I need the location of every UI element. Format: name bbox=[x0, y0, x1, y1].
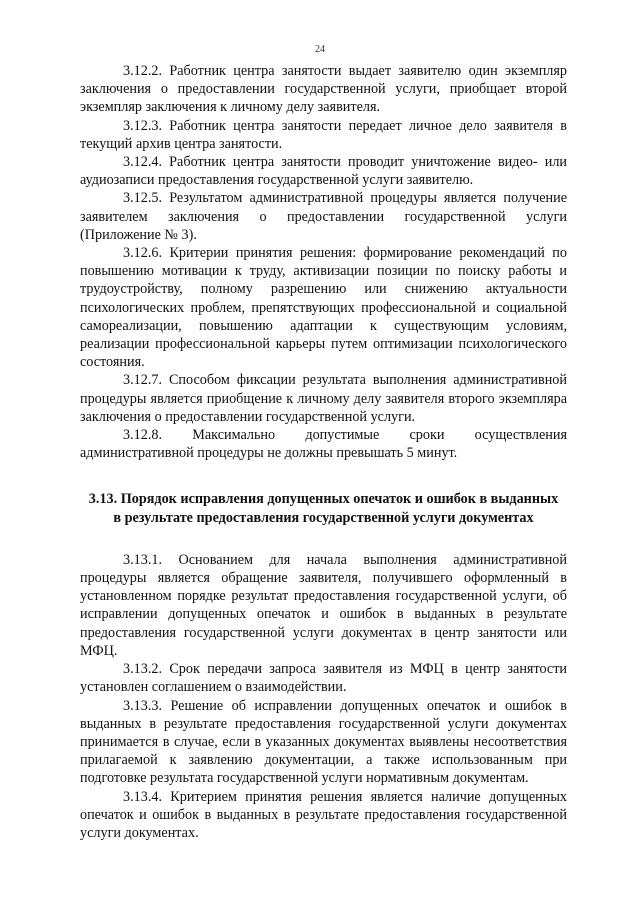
paragraph-3-12-3: 3.12.3. Работник центра занятости передает личное дело заявителя в текущий архив центра занятости. bbox=[80, 117, 567, 152]
page-number: 24 bbox=[315, 44, 325, 55]
paragraph-3-12-2: 3.12.2. Работник центра занятости выдает заявителю один экземпляр заключения о предоставлении государственной услуги, приобщает второй экземпляр заключения к личному делу заявителя. bbox=[80, 63, 567, 116]
paragraph-3-13-2: 3.13.2. Срок передачи запроса заявителя из МФЦ в центр занятости установлен соглашением о взаимодействии. bbox=[80, 661, 567, 696]
paragraph-3-12-5: 3.12.5. Результатом административной процедуры является получение заявителем заключения о предоставлении государственной услуги (Приложение № 3). bbox=[80, 190, 567, 243]
paragraph-3-13-4: 3.13.4. Критерием принятия решения является наличие допущенных опечаток и ошибок в выданных в результате предоставления государственной услуги документах. bbox=[80, 788, 567, 841]
page-content bbox=[80, 62, 567, 842]
paragraph-3-13-1: 3.13.1. Основанием для начала выполнения административной процедуры является обращение заявителя, получившего оформленный в установленном порядке результат предоставления государственной услуги, об исправлении допущенных опечаток и ошибок в выданных в результате предоставления государственной услуги документах в центр занятости или МФЦ. bbox=[80, 551, 567, 659]
paragraph-3-12-4: 3.12.4. Работник центра занятости проводит уничтожение видео- или аудиозаписи предоставления государственной услуги заявителю. bbox=[80, 154, 567, 189]
paragraph-3-12-6: 3.12.6. Критерии принятия решения: формирование рекомендаций по повышению мотивации к труду, активизации позиции по поиску работы и трудоустройству, полному разрешению или снижению актуальности психологических проблем, препятствующих профессиональной и социальной самореализации, повышению адаптации к существующим условиям, реализации профессиональной карьеры путем оптимизации психологического состояния. bbox=[80, 245, 567, 371]
paragraph-3-12-7: 3.12.7. Способом фиксации результата выполнения административной процедуры является приобщение к личному делу заявителя второго экземпляра заключения о предоставлении государственной услуги. bbox=[80, 372, 567, 425]
section-heading-3-13: 3.13. Порядок исправления допущенных опечаток и ошибок в выданных в результате предоставления государственной услуги документах bbox=[88, 491, 559, 526]
paragraph-3-12-8: 3.12.8. Максимально допустимые сроки осуществления административной процедуры не должны превышать 5 минут. bbox=[80, 427, 567, 462]
paragraph-3-13-3: 3.13.3. Решение об исправлении допущенных опечаток и ошибок в выданных в результате предоставления государственной услуги документах принимается в случае, если в указанных документах выявлены несоответствия прилагаемой к заявлению документации, а также использованным при подготовке результата государственной услуги нормативным документам. bbox=[80, 697, 567, 787]
